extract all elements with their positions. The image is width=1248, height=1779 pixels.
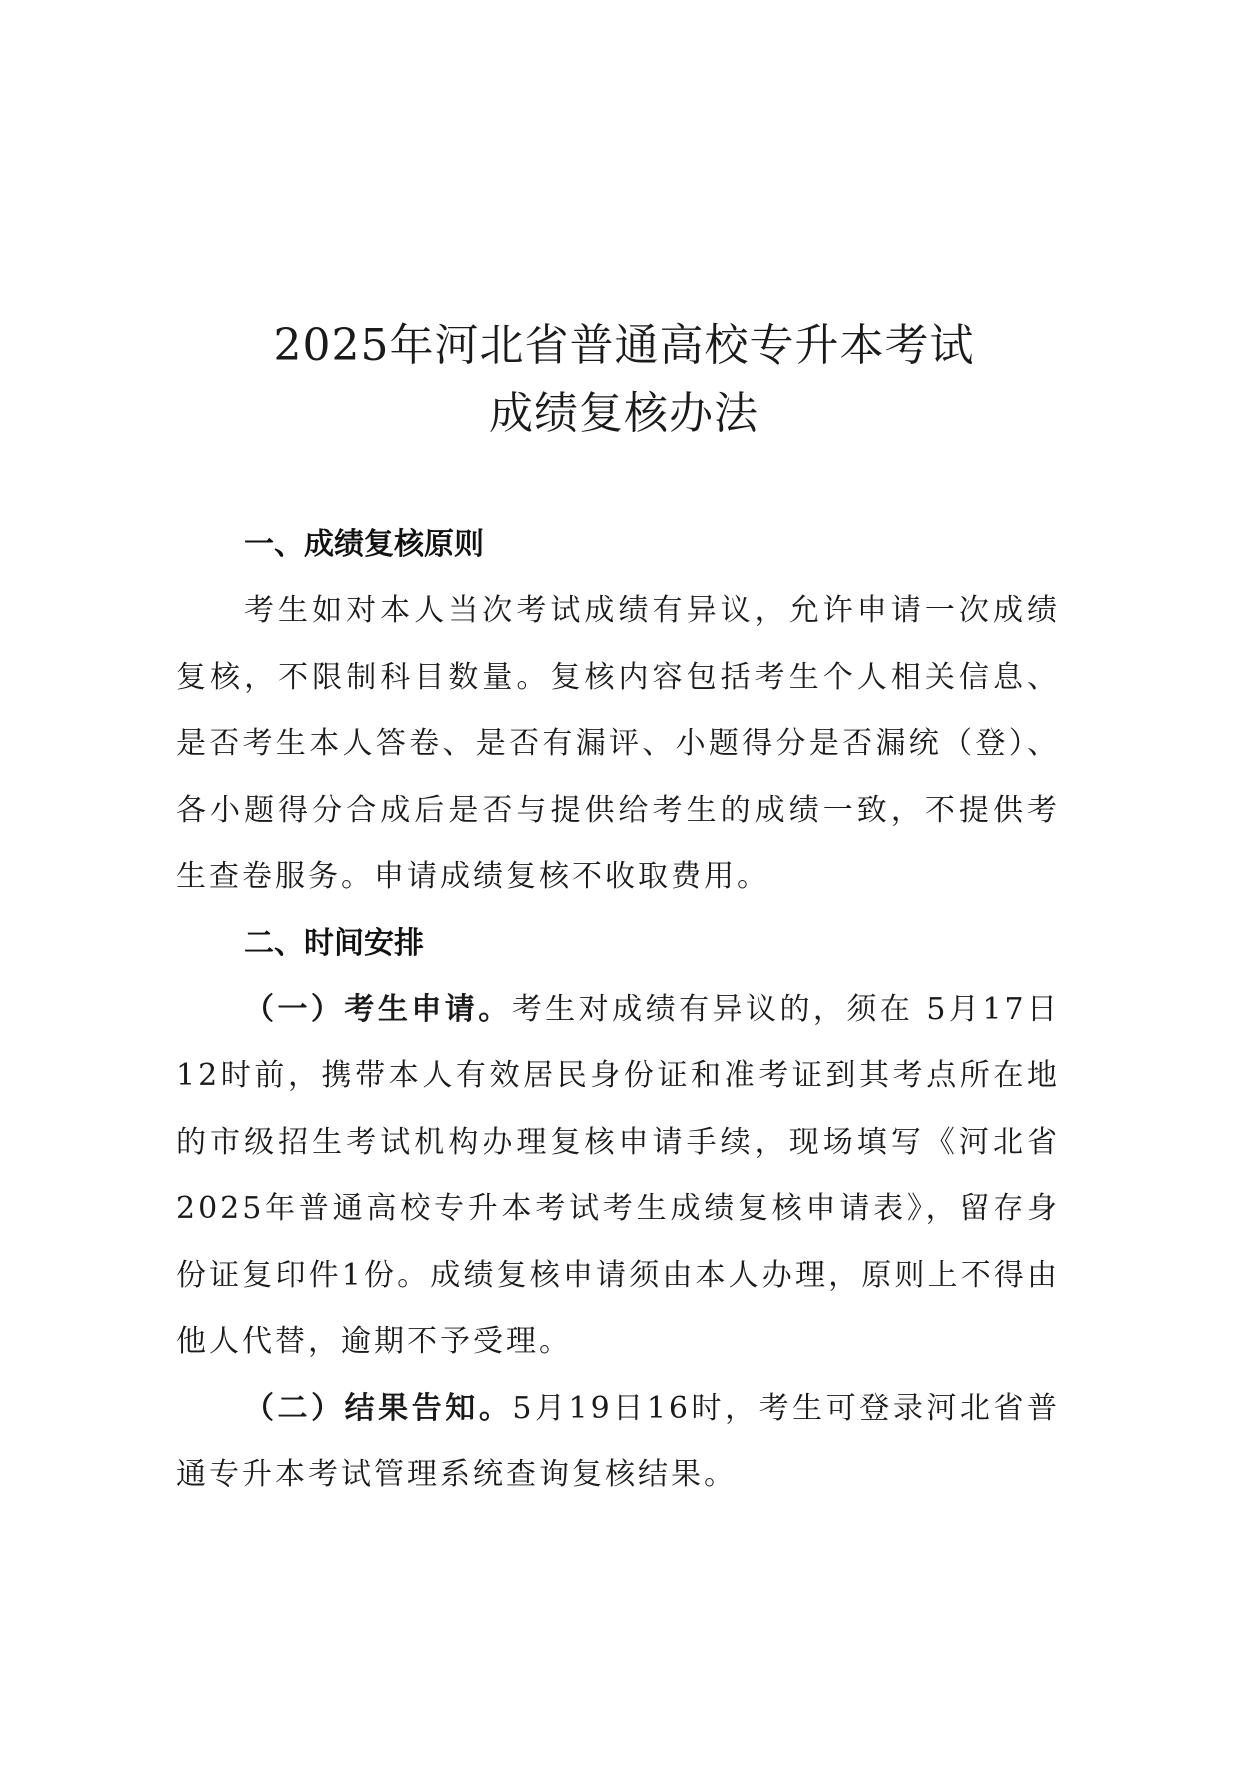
section-heading-schedule: 二、时间安排	[244, 925, 424, 961]
paragraph-application	[176, 977, 1060, 1376]
document-body	[176, 512, 1060, 1509]
paragraph-text-result: 5月19日16时，考生可登录河北省普通专升本考试管理系统查询复核结果。	[176, 1390, 1061, 1492]
paragraph-lead-result: （二）结果告知。	[244, 1390, 513, 1426]
section-heading-principles: 一、成绩复核原则	[244, 527, 484, 562]
title-line-1: 2025年河北省普通高校专升本考试	[273, 320, 975, 371]
document-title	[0, 312, 1248, 448]
title-line-2: 成绩复核办法	[489, 388, 759, 439]
paragraph-principles: 考生如对本人当次考试成绩有异议，允许申请一次成绩复核，不限制科目数量。复核内容包括考生个人相关信息、是否考生本人答卷、是否有漏评、小题得分是否漏统（登）、各小题得分合成后是否与提供给考生的成绩一致，不提供考生查卷服务。申请成绩复核不收取费用。	[176, 593, 1060, 894]
paragraph-lead-application: （一）考生申请。	[244, 991, 512, 1027]
paragraph-result	[176, 1376, 1060, 1509]
paragraph-text-application: 考生对成绩有异议的，须在 5月17日12时前，携带本人有效居民身份证和准考证到其考点所在地的市级招生考试机构办理复核申请手续，现场填写《河北省2025年普通高校专升本考试考生成绩复核申请表》，留存身份证复印件1份。成绩复核申请须由本人办理，原则上不得由他人代替，逾期不予受理。	[176, 991, 1060, 1359]
